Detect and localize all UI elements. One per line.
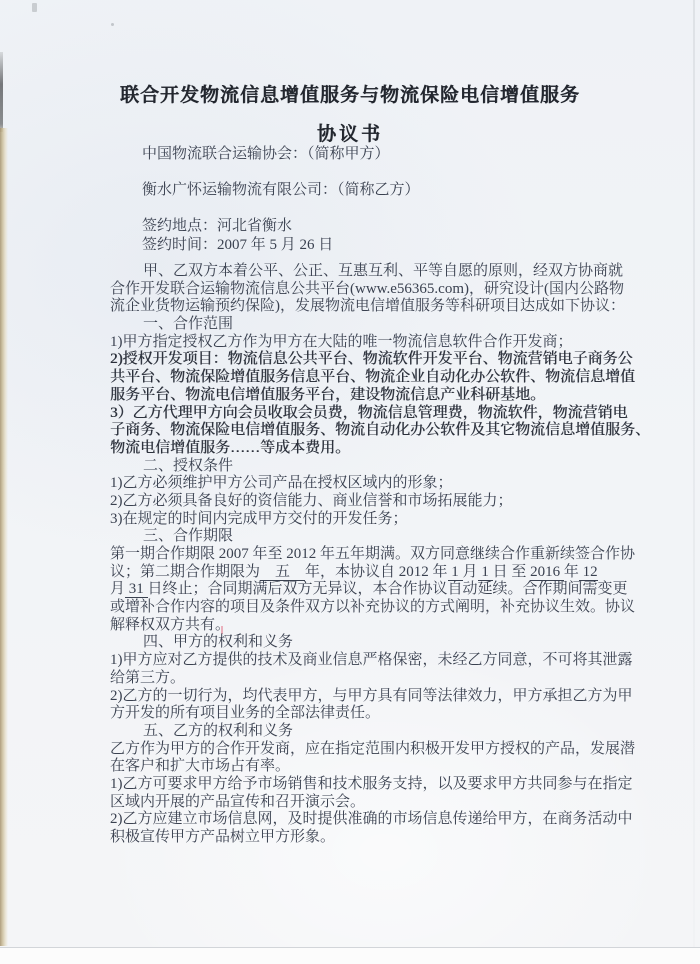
document-line (110, 829, 650, 847)
signing-place-line: 签约地点：河北省衡水 (142, 218, 293, 234)
line-text: 流企业货物运输预约保险)，发展物流电信增值服务等科研项目达成如下协议： (110, 298, 625, 315)
signing-date-line: 签约时间：2007 年 5 月 26 日 (142, 237, 334, 253)
party-b-line: 衡水广怀运输物流有限公司：（简称乙方） (142, 182, 420, 198)
line-text: 二、授权条件 (143, 457, 234, 474)
document-line (110, 405, 650, 423)
line-text: 2)乙方必须具备良好的资信能力、商业信誉和市场拓展能力； (110, 492, 513, 509)
party-a-line: 中国物流联合运输协会：（简称甲方） (142, 146, 390, 162)
line-text: 三、合作期限 (143, 528, 234, 545)
line-text: 1)甲方指定授权乙方作为甲方在大陆的唯一物流信息软件合作开发商； (110, 333, 573, 350)
document-line (110, 741, 650, 759)
scan-speck (32, 3, 37, 12)
scanner-background (0, 948, 700, 964)
line-text: 第一期合作期限 2007 年至 2012 年五年期满。双方同意继续合作重新续签合作协 (110, 546, 636, 562)
filled-blank-underlined: 1 (477, 563, 493, 580)
line-text: 3）乙方代理甲方向会员收取会员费，物流信息管理费，物流软件，物流营销电 (110, 404, 628, 421)
line-text: 3)在规定的时间内完成甲方交付的开发任务； (110, 510, 408, 527)
filled-blank-underlined: 12 (578, 563, 598, 580)
line-text: 共平台、物流保险增值服务信息平台、物流企业自动化办公软件、物流信息增值 (110, 369, 636, 386)
document-line (110, 564, 650, 582)
line-text: 积极宣传甲方产品树立甲方形象。 (110, 829, 336, 845)
line-text: 方开发的所有项目业务的全部法律责任。 (110, 705, 381, 722)
document-line (110, 670, 650, 688)
document-line (110, 776, 650, 794)
line-text: 2)乙方的一切行为，均代表甲方，与甲方具有同等法律效力，甲方承担乙方为甲 (110, 687, 633, 704)
scan-edge-artifact-beige (0, 128, 8, 946)
line-text: 乙方作为甲方的合作开发商，应在指定范围内积极开发甲方授权的产品，发展潜 (110, 740, 636, 757)
document-line (110, 351, 650, 369)
line-text: 月 (462, 563, 478, 580)
filled-blank-underlined: 31 (125, 581, 148, 598)
line-text: 年 (563, 563, 579, 580)
filled-blank-underlined: 1 (447, 563, 463, 580)
document-line (110, 581, 650, 599)
filled-blank-underlined: 五 (260, 563, 306, 580)
document-line (110, 723, 650, 741)
document-subtitle: 协议书 (316, 124, 383, 145)
document-line (110, 705, 650, 723)
document-line (110, 511, 650, 529)
line-text: 在客户和扩大市场占有率。 (110, 758, 291, 775)
document-line (110, 493, 650, 511)
line-text: 四、甲方的权利和义务 (143, 634, 294, 651)
document-line (110, 546, 650, 564)
line-text: 日 至 (492, 563, 531, 580)
document-line (110, 440, 650, 458)
document-line (110, 811, 650, 829)
line-text: 2)乙方应建立市场信息网，及时提供准确的市场信息传递给甲方，在商务活动中 (110, 811, 633, 828)
line-text: 或增补合作内容的项目及条件双方以补充协议的方式阐明，补充协议生效。协议 (110, 599, 636, 616)
document-line (110, 263, 650, 281)
line-text: 日终止；合同期满后双方无异议，本合作协议自动延续。合作期间需变更 (147, 581, 628, 598)
document-line (110, 528, 650, 546)
document-header-block (142, 145, 420, 255)
line-text: 给第三方。 (110, 669, 186, 686)
line-text: 2)授权开发项目：物流信息公共平台、物流软件开发平台、物流营销电子商务公 (110, 351, 633, 368)
document-line (110, 369, 650, 387)
document-line (110, 634, 650, 652)
line-text: 服务平台、物流电信增值服务平台，建设物流信息产业科研基地。 (110, 386, 546, 403)
line-text: 区域内开展的产品宣传和召开演示会。 (110, 793, 366, 810)
line-text: 月 (110, 581, 126, 598)
document-line (110, 617, 650, 635)
document-line (110, 652, 650, 670)
document-line (110, 422, 650, 440)
document-line (110, 475, 650, 493)
document-line (110, 599, 650, 617)
line-text: 五、乙方的权利和义务 (143, 722, 294, 739)
document-line (110, 316, 650, 334)
document-line (110, 281, 650, 299)
line-text: 物流电信增值服务……等成本费用。 (110, 439, 351, 456)
filled-blank-underlined: 2016 (530, 563, 564, 580)
line-text: 合作开发联合运输物流信息公共平台(www.e56365.com)，研究设计(国内公路物 (110, 280, 624, 297)
line-text: 甲、乙双方本着公平、公正、互惠互利、平等自愿的原则，经双方协商就 (143, 263, 624, 279)
document-line (110, 387, 650, 405)
line-text: 议；第二期合作期限为 (110, 563, 261, 580)
line-text: 1)甲方应对乙方提供的技术及商业信息严格保密，未经乙方同意，不可将其泄露 (110, 652, 633, 669)
document-line (110, 458, 650, 476)
line-text: 1)乙方可要求甲方给予市场销售和技术服务支持，以及要求甲方共同参与在指定 (110, 775, 633, 792)
scan-speck (111, 23, 114, 26)
line-text: 1)乙方必须维护甲方公司产品在授权区域内的形象； (110, 475, 453, 492)
document-line (110, 794, 650, 812)
document-body (110, 263, 650, 847)
document-line (110, 688, 650, 706)
document-line (110, 298, 650, 316)
document-line (110, 758, 650, 776)
line-text: 一、合作范围 (143, 316, 234, 333)
line-text: 子商务、物流保险电信增值服务、物流自动化办公软件及其它物流信息增值服务、 (110, 422, 651, 439)
document-line (110, 334, 650, 352)
document-title: 联合开发物流信息增值服务与物流保险电信增值服务 (119, 85, 580, 106)
line-text: 解释权双方共有。 (110, 616, 231, 633)
line-text: 年，本协议自 2012 年 (305, 563, 448, 580)
